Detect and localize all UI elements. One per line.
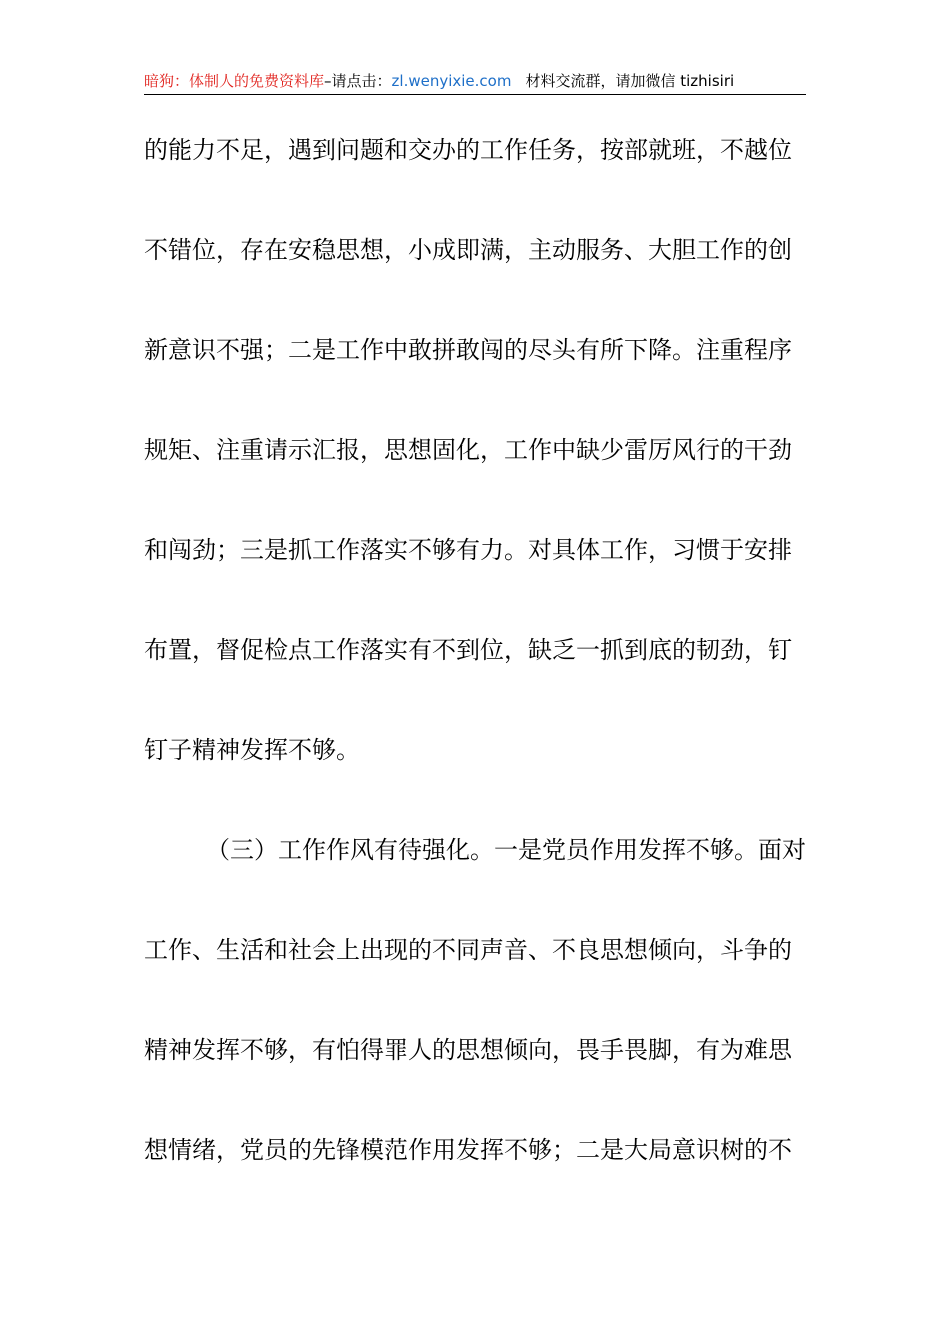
text-line: 想情绪，党员的先锋模范作用发挥不够；二是大局意识树的不: [144, 1136, 792, 1164]
page-header: [144, 68, 806, 94]
text-line: 不错位，存在安稳思想，小成即满，主动服务、大胆工作的创: [144, 236, 792, 264]
header-divider: [144, 94, 806, 95]
text-line: 和闯劲；三是抓工作落实不够有力。对具体工作，习惯于安排: [144, 536, 792, 564]
text-line: 布置，督促检点工作落实有不到位，缺乏一抓到底的韧劲，钉: [144, 636, 792, 664]
text-line: 新意识不强；二是工作中敢拼敢闯的尽头有所下降。注重程序: [144, 336, 792, 364]
text-line: 的能力不足，遇到问题和交办的工作任务，按部就班，不越位: [144, 136, 792, 164]
text-line: 工作、生活和社会上出现的不同声音、不良思想倾向，斗争的: [144, 936, 792, 964]
text-line: 钉子精神发挥不够。: [144, 736, 360, 764]
text-line: 精神发挥不够，有怕得罪人的思想倾向，畏手畏脚，有为难思: [144, 1036, 792, 1064]
header-brand: 暗狗：体制人的免费资料库: [144, 72, 325, 90]
text-line: 规矩、注重请示汇报，思想固化，工作中缺少雷厉风行的干劲: [144, 436, 792, 464]
document-body: [144, 120, 806, 1220]
header-note: 材料交流群，请加微信 tizhisiri: [525, 72, 735, 90]
header-link[interactable]: zl.wenyixie.com: [391, 72, 512, 90]
header-prompt: –请点击：: [324, 72, 392, 90]
section-heading-line: （三）工作作风有待强化。一是党员作用发挥不够。面对: [206, 836, 806, 864]
